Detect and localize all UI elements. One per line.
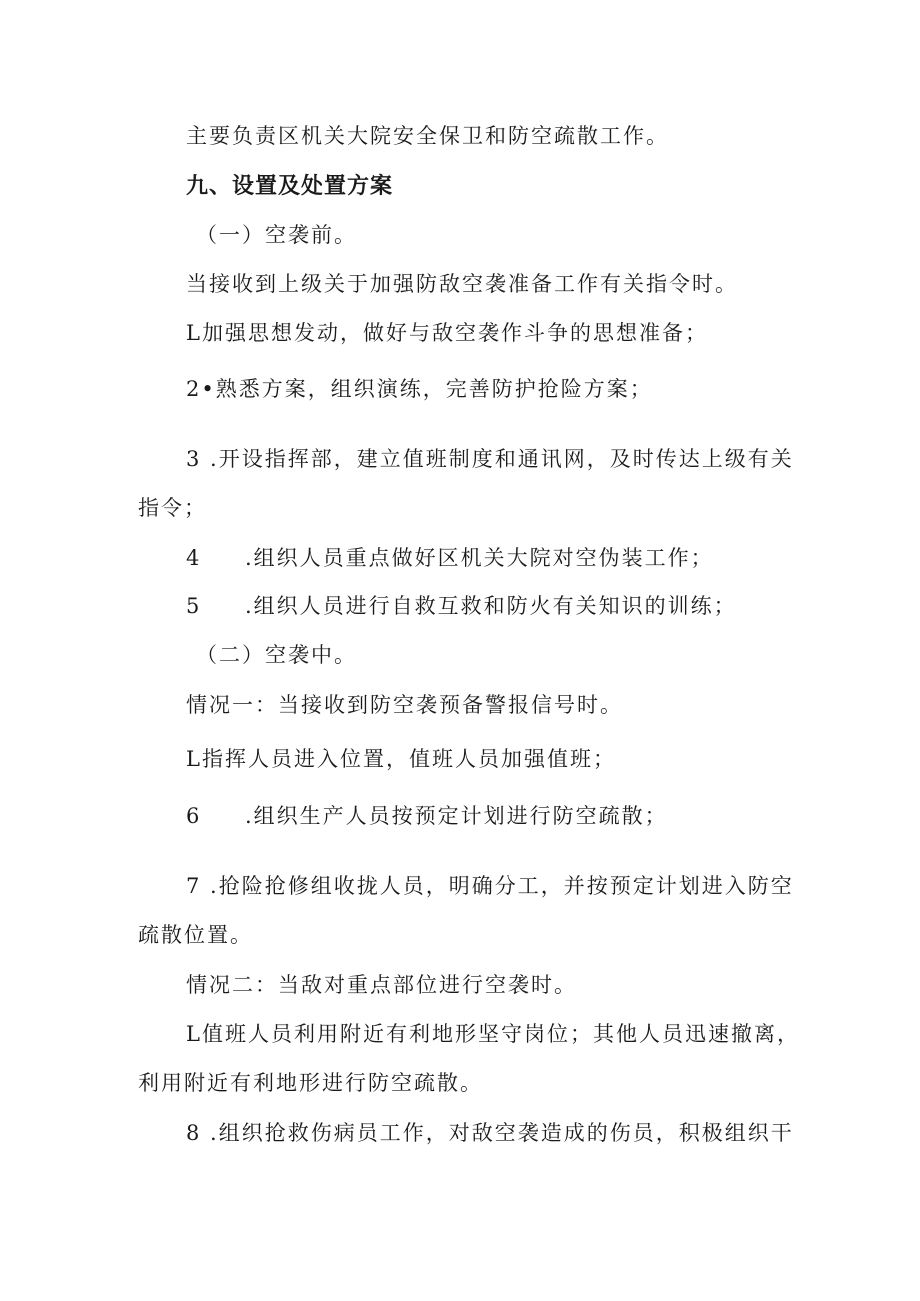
subsection-heading: （二）空袭中。 [196,643,357,667]
paragraph-line: 主要负责区机关大院安全保卫和防空疏散工作。 [186,124,669,148]
list-item: L指挥人员进入位置，值班人员加强值班； [186,747,616,771]
paragraph-line: 情况二：当敌对重点部位进行空袭时。 [186,973,577,997]
list-item: L加强思想发动，做好与敌空袭作斗争的思想准备； [186,321,708,345]
list-item-number: 4 [186,546,202,570]
list-item-continuation: 利用附近有利地形进行防空疏散。 [138,1071,483,1095]
paragraph-line: 当接收到上级关于加强防敌空袭准备工作有关指令时。 [186,272,738,296]
paragraph-line: 情况一：当接收到防空袭预备警报信号时。 [186,693,623,717]
list-item-continuation: 指令； [138,496,207,520]
list-item: 2•熟悉方案，组织演练，完善防护抢险方案； [186,377,653,401]
section-heading: 九、设置及处置方案 [186,173,394,199]
list-item-continuation: 疏散位置。 [138,923,253,947]
list-item: 3 .开设指挥部，建立值班制度和通讯网，及时传达上级有关 [186,447,794,471]
list-item-number: 6 [186,804,202,828]
list-item: .组织人员进行自救互救和防火有关知识的训练； [245,594,737,618]
list-item: 7 .抢险抢修组收拢人员，明确分工，并按预定计划进入防空 [186,874,794,898]
list-item: L值班人员利用附近有利地形坚守岗位；其他人员迅速撤离， [186,1022,800,1046]
list-item: .组织人员重点做好区机关大院对空伪装工作； [245,546,714,570]
subsection-heading: （一）空袭前。 [196,223,357,247]
list-item: .组织生产人员按预定计划进行防空疏散； [245,804,668,828]
list-item: 8 .组织抢救伤病员工作，对敌空袭造成的伤员，积极组织干 [186,1121,794,1145]
list-item-number: 5 [186,594,202,618]
